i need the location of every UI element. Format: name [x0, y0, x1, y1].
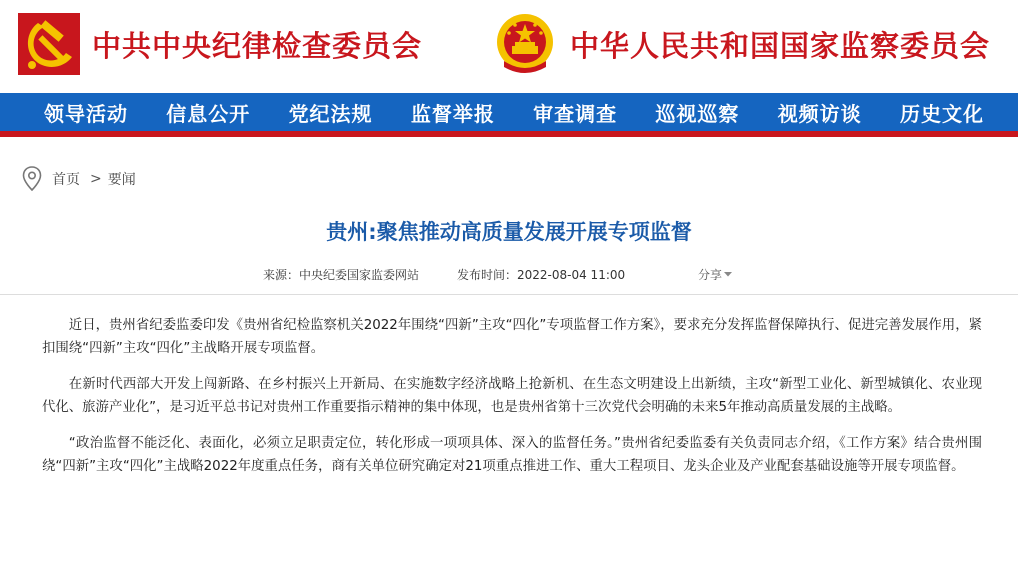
share-label: 分享 — [698, 268, 723, 282]
nav-item-history[interactable]: 历史文化 — [899, 101, 984, 126]
nav-item-reporting[interactable]: 监督举报 — [410, 101, 495, 126]
article-source: 来源：中央纪委国家监委网站 — [263, 268, 420, 282]
ccdi-brand[interactable] — [18, 0, 422, 88]
breadcrumb-separator: > — [90, 171, 102, 187]
national-emblem-icon — [492, 11, 558, 77]
nsc-brand[interactable] — [492, 0, 990, 88]
breadcrumb — [22, 166, 136, 192]
location-pin-icon — [22, 166, 42, 192]
nav-item-leadership[interactable]: 领导活动 — [44, 101, 128, 126]
nav-item-inspection[interactable]: 巡视巡察 — [655, 101, 740, 126]
nav-item-investigation[interactable]: 审查调查 — [533, 101, 618, 126]
share-button[interactable] — [698, 266, 733, 283]
nav-underline — [0, 131, 1018, 137]
article-paragraph: 在新时代西部大开发上闯新路、在乡村振兴上开新局、在实施数字经济战略上抢新机、在生态文明建设上出新绩，主攻“新型工业化、新型城镇化、农业现代化、旅游产业化”，是习近平总书记对贵州工作重要指示精神的集中体现，也是贵州省第十三次党代会明确的未来5年推动高质量发展的主战略。 — [42, 377, 982, 415]
article-body — [42, 314, 982, 491]
article-paragraph: 近日，贵州省纪委监委印发《贵州省纪检监察机关2022年围绕“四新”主攻“四化”专项监督工作方案》，要求充分发挥监督保障执行、促进完善发展作用，紧扣围绕“四新”主攻“四化”主战略开展专项监督。 — [42, 318, 982, 356]
meta-divider — [0, 294, 1018, 295]
article-meta — [0, 266, 1018, 286]
main-nav — [0, 93, 1018, 131]
ccdi-name: 中共中央纪律检查委员会 — [92, 28, 423, 63]
nav-item-video[interactable]: 视频访谈 — [777, 101, 862, 126]
breadcrumb-current-link[interactable]: 要闻 — [107, 172, 136, 188]
article-publish-time: 发布时间：2022-08-04 11:00 — [457, 268, 626, 282]
nav-item-regulations[interactable]: 党纪法规 — [288, 101, 373, 126]
nav-item-info-disclosure[interactable]: 信息公开 — [166, 101, 251, 126]
article-title: 贵州:聚焦推动高质量发展开展专项监督 — [326, 220, 692, 244]
site-header — [0, 0, 1018, 93]
hammer-sickle-icon — [18, 13, 80, 75]
nsc-name: 中华人民共和国国家监察委员会 — [570, 28, 991, 63]
caret-down-icon — [723, 269, 733, 279]
breadcrumb-home-link[interactable]: 首页 — [52, 172, 80, 188]
article-paragraph: “政治监督不能泛化、表面化，必须立足职责定位，转化形成一项项具体、深入的监督任务。”贵州省纪委监委有关负责同志介绍，《工作方案》结合贵州围绕“四新”主攻“四化”主战略2022年度重点任务，商有关单位研究确定对21项重点推进工作、重大工程项目、龙头企业及产业配套基础设施等开展专项监督。 — [42, 436, 982, 474]
